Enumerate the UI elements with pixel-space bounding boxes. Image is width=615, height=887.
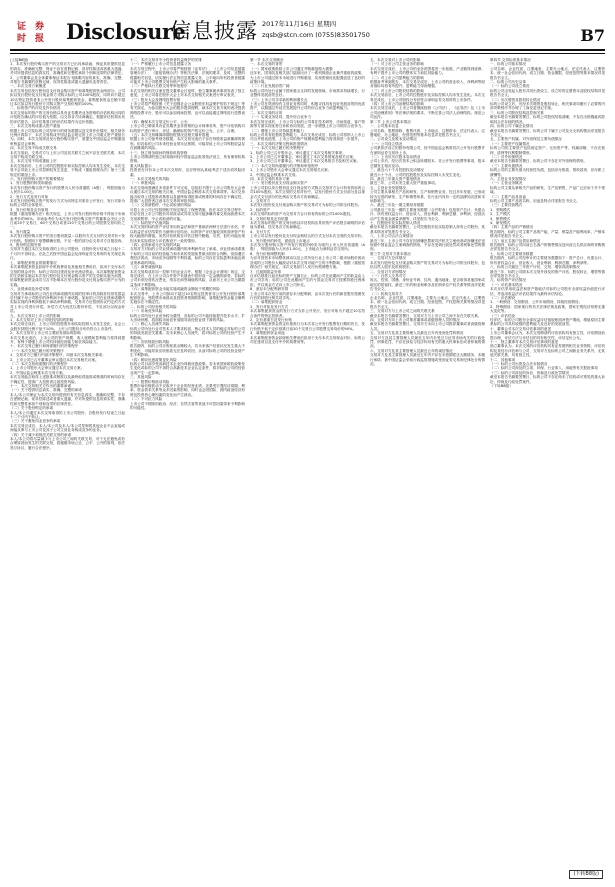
contact-info: zqsb@stcn.com (0755)83501750 [262, 31, 370, 39]
logo-char: 报 [34, 34, 43, 44]
page-number: B7 [580, 26, 605, 45]
masthead [0, 0, 615, 56]
text-column-5 [490, 58, 605, 866]
article-columns [10, 58, 605, 866]
section-title-chinese: 信息披露 [170, 19, 258, 43]
issue-date: 2017年11月16日 星期四 [262, 20, 337, 28]
column-body: (上接B6版) 1、本次发行股份购买资产的交易对方已出具承诺函，保证其所提供信息的真实、准确和完整，保证不存在虚假记载、误导性陈述或者重大遗漏，并对所提供信息的真实性、准确性和完整性承担个别和连带的法律责任。 2、公司董事会及全体董事保证本报告书摘要内容的真实、准确、完整，对报告书摘要的虚假记载、误导性陈述或重大遗漏负连带责任。 一、本次交易方案概述 本次交易包括发行股份及支付现金购买资产和募集配套资金两部分。公司拟以发行股份及支付现金的方式购买标的公司100%股权，同时向不超过10名特定投资者非公开发行股份募集配套资金，募集配套资金总额不超过本次拟以发行股份方式购买资产交易价格的100%。 二、标的资产的评估及作价情况 本次交易标的资产的交易价格以具有证券期货业务资格的评估机构出具的评估报告确认的评估值为依据，由交易各方协商确定。根据评估机构出具的评估报告，以评估基准日的评估结果作为定价依据。 三、本次交易构成重大资产重组 根据上市公司及标的公司经审计的财务数据以及交易作价情况，相关财务比例计算如下，本次交易构成中国证监会规定的上市公司重大资产重组行为。同时，本次交易涉及发行股份购买资产，需提交中国证监会并购重组审核委员会审核。 四、本次交易不构成关联交易 本次交易前，交易对方与上市公司及其关联方之间不存在关联关系，本次交易不构成关联交易。 五、本次交易不构成重组上市 本次交易前后，上市公司的控股股东和实际控制人均未发生变化，本次交易不会导致上市公司控制权发生变更，不构成《重组管理办法》第十三条规定的重组上市。 六、发行股份购买资产的简要情况 1、发行股票的种类和面值 本次发行股份购买资产发行的股票为人民币普通股（A股），每股面值为人民币1.00元。 2、发行方式及发行对象 本次发行股份购买资产的发行方式为向特定对象非公开发行，发行对象为标的公司的全体股东。 3、发行价格及定价原则 根据《重组管理办法》相关规定，上市公司发行股份的价格不得低于市场参考价的90%。市场参考价为本次发行股份购买资产的董事会决议公告日前20个交易日、60个交易日或者120个交易日的公司股票交易均价之一。 4、发行数量 本次发行股份购买资产的发行股份数量＝以股份方式支付的交易对价÷发行价格。按照向下取整精确至股，不足一股的部分由交易对方自愿放弃。 5、股份锁定期安排 交易对方通过本次交易取得的上市公司股份，自股份发行结束之日起十二个月内不得转让。在此之后按中国证监会及深圳证券交易所的有关规定执行。 七、募集配套资金的简要情况 本次募集配套资金扣除中介机构费用及其他相关费用后，拟用于支付本次交易的现金对价、标的公司项目建设及补充流动资金。本次募集配套资金的生效和实施以本次发行股份及支付现金购买资产的生效和实施为前提，但募集配套资金成功与否不影响本次发行股份及支付现金购买资产行为的实施。 八、业绩承诺及补偿安排 交易对方承诺标的公司在业绩承诺期内实现的经审计的扣除非经常性损益后归属于母公司股东的净利润不低于承诺数。如标的公司在业绩承诺期内实际实现的净利润数低于承诺净利润数，交易对方应按照协议约定的方式对上市公司进行补偿。补偿方式为优先以股份补偿，不足部分以现金补偿。 九、本次交易对上市公司的影响 1、本次交易对上市公司股权结构的影响 本次交易完成后，上市公司的控股股东和实际控制人未发生变化，社会公众股东持股比例不低于10%，上市公司股权分布仍符合上市条件。 2、本次交易对上市公司主要财务指标的影响 本次交易完成后，上市公司的资产规模、收入规模和盈利能力将得到提升，有利于增强上市公司的持续经营能力和抗风险能力。 十、本次交易已履行和尚需履行的决策程序 （一）本次交易已履行的决策程序 1、交易对方已履行内部决策程序，同意本次交易相关事项； 2、上市公司已召开董事会审议通过本次交易相关议案。 （二）本次交易尚需履行的决策程序 1、上市公司股东大会审议通过本次交易方案； 2、中国证监会核准本次交易方案。 本次交易能否取得上述批准或核准以及最终取得批准或核准的时间均存在不确定性，提请广大投资者注意投资风险。 十一、本次交易相关方作出的重要承诺 （一）关于提供信息真实、准确、完整的承诺 本人/本公司保证为本次交易所提供的有关信息真实、准确和完整，不存在虚假记载、误导性陈述或者重大遗漏，并对所提供信息的真实性、准确性和完整性承担个别和连带的法律责任。 （二）关于股份锁定的承诺 本人/本公司通过本次交易取得的上市公司股份，自股份发行结束之日起十二个月内不转让。 （三）关于避免同业竞争的承诺 本次交易完成后，本人/本公司及本人/本公司控制的其他企业不会直接或间接从事与上市公司及其子公司主营业务构成竞争的业务。 （四）关于减少和规范关联交易的承诺 本人/本公司将尽量减少与上市公司之间的关联交易，对于无法避免或有合理原因而发生的关联交易，将遵循市场公正、公平、公开的原则，依法签订协议，履行合法程序。 [10, 58, 125, 450]
column-body: 十二、本次交易对中小投资者权益保护的安排 （一）严格履行上市公司信息披露义务 本次交易过程中，上市公司将严格按照《证券法》、《上市公司信息披露管理办法》、《重组管理办法》等相关法律、法规的要求，及时、完整的披露相关信息，切实履行法定的信息披露义务，公平地向所有投资者披露可能对上市公司股票交易价格产生较大影响的重大事件。 （二）严格执行关联交易等审批程序 本次交易的相关议案在提交董事会讨论时，独立董事就该事项发表了独立意见。上市公司将在股东大会上对本次交易相关议案进行审议表决。 （三）股东大会及网络投票安排 上市公司将严格按照《关于加强社会公众股股东权益保护的若干规定》等有关规定，为参加股东大会的股东提供便利，就本次交易方案的表决提供网络投票平台，股东可以参加现场投票，也可以直接通过网络进行投票表决。 （四）确保本次交易定价公平、公允 上市公司已聘请具有证券期货业务资格的会计师事务所、资产评估机构对标的资产进行审计、评估，确保标的资产的定价公允、公平、合理。 （五）本次交易摊薄即期回报情况及相关填补措施 根据上市公司备考财务数据，本次交易完成后不存在每股收益被摊薄的情形。但若标的公司未来经营业绩未达预期，可能导致上市公司每股收益存在被摊薄的风险。 十三、独立财务顾问的保荐机构资格 上市公司聘请的独立财务顾问经中国证监会批准依法设立，具有保荐机构资格。 重大风险提示 投资者在评价本公司本次交易时，还应特别认真地考虑下述各项风险因素。 一、本次交易相关的风险 （一）审批风险 本次交易尚需满足多项条件方可完成，包括但不限于上市公司股东大会审议通过本次交易的相关议案、中国证监会核准本次交易事项等。本次交易能否取得上述批准或核准以及最终取得批准或核准的时间存在不确定性，提请广大投资者注意本次交易的审批风险。 （二）交易被暂停、中止或取消的风险 尽管上市公司已经按照相关规定制定了保密措施，但在本次交易过程中，仍存在因上市公司股价异常波动或异常交易可能涉嫌内幕交易而致使本次交易被暂停、中止或取消的可能。 （三）标的资产估值风险 本次交易的标的资产评估采用收益法和资产基础法两种方法进行评估，并以收益法评估结果作为最终评估结论。标的资产评估值较其账面净资产有较大幅度的增值。虽然评估机构在评估过程中勤勉、尽责，但仍可能出现因未来实际情况与评估假设不一致的情形。 （四）业绩承诺无法实现的风险 交易对方对标的公司业绩承诺期内的净利润作出了承诺。该业绩承诺系基于标的公司目前的经营能力和未来的发展前景做出的综合判断，但如遇宏观经济波动、市场竞争加剧等不利因素，标的公司存在实际盈利未能达到业绩承诺的风险。 （五）商誉减值风险 本次交易构成非同一控制下的企业合并。根据《企业会计准则》规定，交易完成后，在上市公司合并资产负债表中将形成一定金额的商誉。若标的公司未来经营状况恶化，则存在商誉减值的风险，从而对上市公司当期损益造成不利影响。 （六）募集配套资金未能实施或融资金额低于预期的风险 本次交易中，上市公司拟向不超过10名特定投资者非公开发行股份募集配套资金。受股票市场波动及投资者预期的影响，募集配套资金能否顺利实施存在不确定性。 二、标的公司经营相关的风险 （一）市场竞争风险 标的公司所处行业竞争较为激烈，若标的公司不能持续提升技术水平、扩大市场份额，将面临市场竞争加剧导致经营业绩下滑的风险。 （二）核心人员流失风险 标的公司所处行业对技术人才要求较高，核心技术人员的稳定对标的公司的持续发展至关重要。若未来核心人员流失，将对标的公司的经营产生不利影响。 （三）应收账款回收风险 报告期内，标的公司应收账款余额较大，若未来客户经营状况发生重大不利变化，可能导致应收账款无法及时收回，从而对标的公司的经营业绩产生不利影响。 （四）税收优惠政策变化风险 标的公司目前享受高新技术企业所得税优惠政策。若未来国家税收政策发生变化或标的公司不再符合高新技术企业认定条件，将对标的公司的经营业绩产生一定影响。 三、其他风险 （一）股票价格波动风险 股票市场价格波动不仅取决于企业的经营业绩，还要受宏观经济周期、利率、资金供求关系等众多因素的影响，同时也会因国际、国内政治经济形势及投资者心理因素的变化而产生波动。 （二）不可抗力风险 上市公司不排除因政治、经济、自然灾害等其他不可控因素带来不利影响的可能性。 [130, 58, 245, 411]
section-title-english: Disclosure [66, 19, 186, 44]
header-rule-thin [10, 53, 605, 54]
logo-char: 时 [16, 34, 25, 44]
column-body: 第四节 交易标的基本情况 一、标的公司基本情况 公司名称、企业性质、注册地址、主要办公地点、法定代表人、注册资本、统一社会信用代码、成立日期、营业期限、经营范围等基本情况详见报告书全文。 二、标的公司历史沿革 （一）标的公司设立情况 标的公司由发起人股东共同出资设立，设立时的注册资本及股权结构详见报告书全文。 （二）历次增资及股权转让情况 标的公司设立后，历经多次增资及股权转让，相关事项均履行了必要的内部决策程序并办理了工商变更登记手续。 三、标的公司股权结构及控制关系 截至本报告书摘要签署日，标的公司股权结构清晰，不存在出资瑕疵或影响其合法存续的情况。 四、标的公司下属企业情况 截至本报告书摘要签署日，标的公司下属子公司及分支机构情况详见报告书全文。 五、主要资产权属、对外担保及主要负债情况 （一）主要资产权属情况 标的公司的主要资产包括固定资产、无形资产等，权属清晰，不存在抵押、质押等权利限制情形。 （二）对外担保情况 截至本报告书摘要签署日，标的公司不存在对外担保的情形。 （三）主要负债情况 标的公司的主要负债为经营性负债，包括应付账款、预收款项、应付职工薪酬等。 六、主营业务发展情况 （一）主营业务概况 标的公司主要从事相关产品的研发、生产及销售，产品广泛应用于多个领域。 （二）主要产品及用途 标的公司主要产品的名称、用途及特点详见报告书全文。 （三）主要经营模式 1、采购模式 2、生产模式 3、销售模式 4、研发模式 （四）主要产品的产销情况 报告期内，标的公司主要产品的产能、产量、销量及产能利用率、产销率情况详见报告书全文。 （五）前五名客户及供应商情况 报告期内，标的公司向前五名客户的销售情况及向前五名供应商的采购情况详见报告书全文。 七、标的公司主要财务数据 报告期内，标的公司经审计的主要财务数据如下：资产总计、负债合计、所有者权益合计、营业收入、营业利润、利润总额、净利润等。 八、标的公司最近三年资产评估、交易、增资或改制情况 最近三年，标的公司除本次交易外涉及的资产评估、股权转让、增资等情况详见报告书全文。 九、标的资产评估情况 （一）评估基本情况 本次评估采用收益法和资产基础法对标的公司股东全部权益价值进行评估，并选用收益法评估结果作为最终评估结论。 （二）评估假设 1、一般假设：交易假设、公开市场假设、持续经营假设； 2、特殊假设：国家现行的有关法律法规及政策、国家宏观经济形势无重大变化等。 （三）评估结论 经评估，标的公司股东全部权益评估值较账面净资产增值，增值原因主要系标的公司具有较强的盈利能力及良好的发展前景。 十、董事会对本次交易评估事项的意见 上市公司董事会认为，本次交易聘请的评估机构具有独立性，评估假设前提合理，评估方法与评估目的具有相关性，评估定价公允。 十一、独立董事对本次交易评估事项的意见 独立董事认为，本次交易的评估机构具有证券期货相关业务资格，评估机构及其经办评估师与公司、交易对方及标的公司之间除业务关系外，无其他关联关系，具有独立性。 十二、其他事项 （一）标的公司出资及合法存续情况 （二）标的公司涉及的立项、环保、行业准入、用地等有关报批事项 （三）标的公司涉及的诉讼、仲裁及行政处罚情况 截至本报告书摘要签署日，标的公司不存在尚未了结的或可预见的重大诉讼、仲裁及行政处罚案件。 （下转B8版） [490, 58, 605, 389]
logo-char: 券 [34, 22, 43, 32]
text-column-4 [370, 58, 485, 866]
masthead-meta [262, 20, 370, 39]
logo-char: 证 [16, 22, 25, 32]
continued-tag: (下转B8版) [569, 870, 603, 879]
column-body: 第一节 本次交易概况 一、本次交易的背景 （一）国家政策鼓励上市公司通过并购重组做大做强 近年来，国务院及相关部门陆续出台了一系列鼓励企业兼并重组的政策，为上市公司通过资本市场进行并购重组、实现资源优化配置创造了良好的政策环境。 （二）行业发展前景广阔 标的公司所处行业属于国家重点支持的发展领域，市场需求持续增长，行业整体发展前景良好。 （三）上市公司寻求新的利润增长点 上市公司在巩固现有主营业务的同时，积极寻找具有良好发展前景的优质资产，以期通过外延式发展提升公司的综合竞争力和盈利能力。 二、本次交易的目的 （一）实现业务协同，提升综合竞争力 本次交易完成后，上市公司与标的公司将在技术研发、市场渠道、客户资源等方面实现优势互补和协同发展，进一步增强上市公司的综合竞争力。 （二）增强上市公司持续盈利能力 标的公司具有较强的盈利能力，本次交易完成后，标的公司将纳入上市公司合并报表范围，上市公司的资产规模和盈利能力将得到进一步提升。 三、本次交易的决策过程和批准情况 （一）本次交易已履行的决策程序 1、标的公司已召开股东会，审议通过了本次交易相关事项； 2、上市公司已召开董事会，审议通过了本次交易预案及相关议案； 3、上市公司已召开董事会，审议通过了本次交易报告书及相关议案。 （二）本次交易尚需履行的决策和审批程序 1、上市公司股东大会审议通过本次交易相关议案； 2、中国证监会核准本次交易。 四、本次交易的具体方案 （一）发行股份及支付现金购买资产 上市公司拟以发行股份及支付现金的方式购买交易对方合计持有的标的公司100%股权。本次交易的交易对价中，以发行股份方式支付部分及以现金方式支付部分的比例由交易各方协商确定。 1、交易对方 本次发行股份及支付现金购买资产的交易对方为标的公司的全体股东。 2、标的资产 本次交易的标的资产为交易对方合计持有的标的公司100%股权。 3、交易价格及定价依据 本次交易标的资产的交易价格以评估机构出具的资产评估报告载明的评估值为基础，经交易各方协商确定。 4、支付方式 上市公司以发行股份及支付现金相结合的方式支付本次交易的交易对价。 5、发行股份的种类、面值及上市地点 本次发行股份购买资产所发行的股份种类为境内上市人民币普通股（A股），每股面值为人民币1.00元，上市地点为深圳证券交易所。 6、发行价格调整机制 为应对因资本市场整体波动以及公司所处行业上市公司二级市场股价波动造成的公司股价大幅波动对本次交易可能产生的不利影响，根据《重组管理办法》相关规定，本次交易拟引入发行价格调整方案。 7、过渡期损益安排 自评估基准日起至标的资产交割日止，标的公司在此期间产生的收益由上市公司享有；标的公司在此期间产生的亏损由交易对方按照持股比例承担，并以现金方式向上市公司补足。 8、滚存未分配利润安排 上市公司本次发行前的滚存未分配利润，由本次发行后的新老股东按照发行后的持股比例共同享有。 （二）募集配套资金 1、发行对象及发行方式 本次募集配套资金的发行方式为非公开发行，发行对象为不超过10名符合条件的特定投资者。 2、定价基准日及发行价格 本次募集配套资金的定价基准日为本次非公开发行股票发行期的首日，发行价格不低于定价基准日前20个交易日公司股票交易均价的90%。 3、募集配套资金用途 本次募集配套资金扣除相关费用后拟用于支付本次交易现金对价、标的公司在建项目及支付中介机构费用等。 [250, 58, 365, 344]
header-rule-thick [10, 49, 605, 51]
text-column-3 [250, 58, 365, 866]
newspaper-logo [12, 22, 48, 46]
text-column-2 [130, 58, 245, 866]
column-body: 五、本次交易对上市公司的影响 （一）对上市公司主营业务的影响 本次交易完成后，上市公司的业务范围将进一步拓展，产业链得到延伸，有利于提升上市公司的整体实力和抗风险能力。 （二）对上市公司盈利能力的影响 根据备考审阅报告，本次交易完成后，上市公司的营业收入、净利润等财务指标均将有所提升，盈利能力得到增强。 （三）对上市公司股权结构的影响 本次交易前后，上市公司的控股股东及实际控制人均未发生变化。本次交易完成后，上市公司股权分布仍符合深圳证券交易所的上市条件。 （四）对上市公司治理结构的影响 本次交易完成后，上市公司将继续按照《公司法》、《证券法》及《上市公司治理准则》等法律法规的要求，不断完善公司法人治理结构，规范公司运作。 第二节 上市公司基本情况 一、公司基本信息 公司名称、股票简称、股票代码、上市地点、注册资本、法定代表人、注册地址、办公地址、经营范围等基本信息详见报告书全文。 二、公司设立及股本变动情况 （一）公司设立情况 公司系依法设立的股份有限公司，经中国证监会核准首次公开发行股票并在深圳证券交易所上市。 （二）上市后历次股本变动情况 公司上市后，经历次资本公积金转增股本、非公开发行股票等事项，股本总额发生相应变动。 三、最近六十个月控股权变动情况 最近六十个月，公司的控股股东及实际控制人未发生变化。 四、最近三年重大资产重组情况 最近三年，公司未发生重大资产重组事项。 五、主营业务发展情况 公司主要从事相关产品的研发、生产和销售业务，经过多年发展，已形成较为完善的研发、生产和销售体系，在行业内具有一定的品牌知名度和市场影响力。 六、最近三年及一期主要财务数据 公司最近三年及一期的主要财务数据（合并报表）包括资产总计、负债合计、所有者权益合计、营业收入、营业利润、利润总额、净利润、经营活动产生的现金流量净额等，详见报告书全文。 七、控股股东及实际控制人情况 截至本报告书摘要签署日，公司控股股东及实际控制人持有公司股份，其基本情况详见报告书全文。 八、上市公司合法合规情况 最近三年，上市公司不存在因涉嫌犯罪被司法机关立案侦查或涉嫌违法违规被中国证监会立案调查的情形，不存在受到行政处罚或者刑事处罚的情形。 第三节 交易对方基本情况 一、交易对方总体情况 本次发行股份及支付现金购买资产的交易对方为标的公司的全体股东，包括自然人股东及机构股东。 二、交易对方详细情况 （一）自然人交易对方 姓名、性别、国籍、身份证号码、住所、通讯地址、是否取得其他国家或地区的居留权、最近三年的职业和职务及任职单位产权关系等情况详见报告书全文。 （二）机构交易对方 企业名称、企业性质、注册地址、主要办公地点、法定代表人、注册资本、统一社会信用代码、成立日期、经营范围、产权控制关系等情况详见报告书全文。 三、交易对方与上市公司之间的关联关系 截至本报告书摘要签署日，交易对方与上市公司之间不存在关联关系。 四、交易对方向上市公司推荐董事或高级管理人员的情况 截至本报告书摘要签署日，交易对方未向上市公司推荐董事或者高级管理人员。 五、交易对方及其主要管理人员最近五年内受到处罚的情况 交易对方及其主要管理人员最近五年内未受过与证券市场有关的行政处罚、刑事处罚，不存在涉及与经济纠纷有关的重大民事诉讼或者仲裁的情况。 六、交易对方及其主要管理人员最近五年的诚信情况 交易对方及其主要管理人员最近五年内不存在未按期偿还大额债务、未履行承诺、被中国证监会采取行政监管措施或受到证券交易所纪律处分的情况。 [370, 58, 485, 367]
text-column-1 [10, 58, 125, 866]
